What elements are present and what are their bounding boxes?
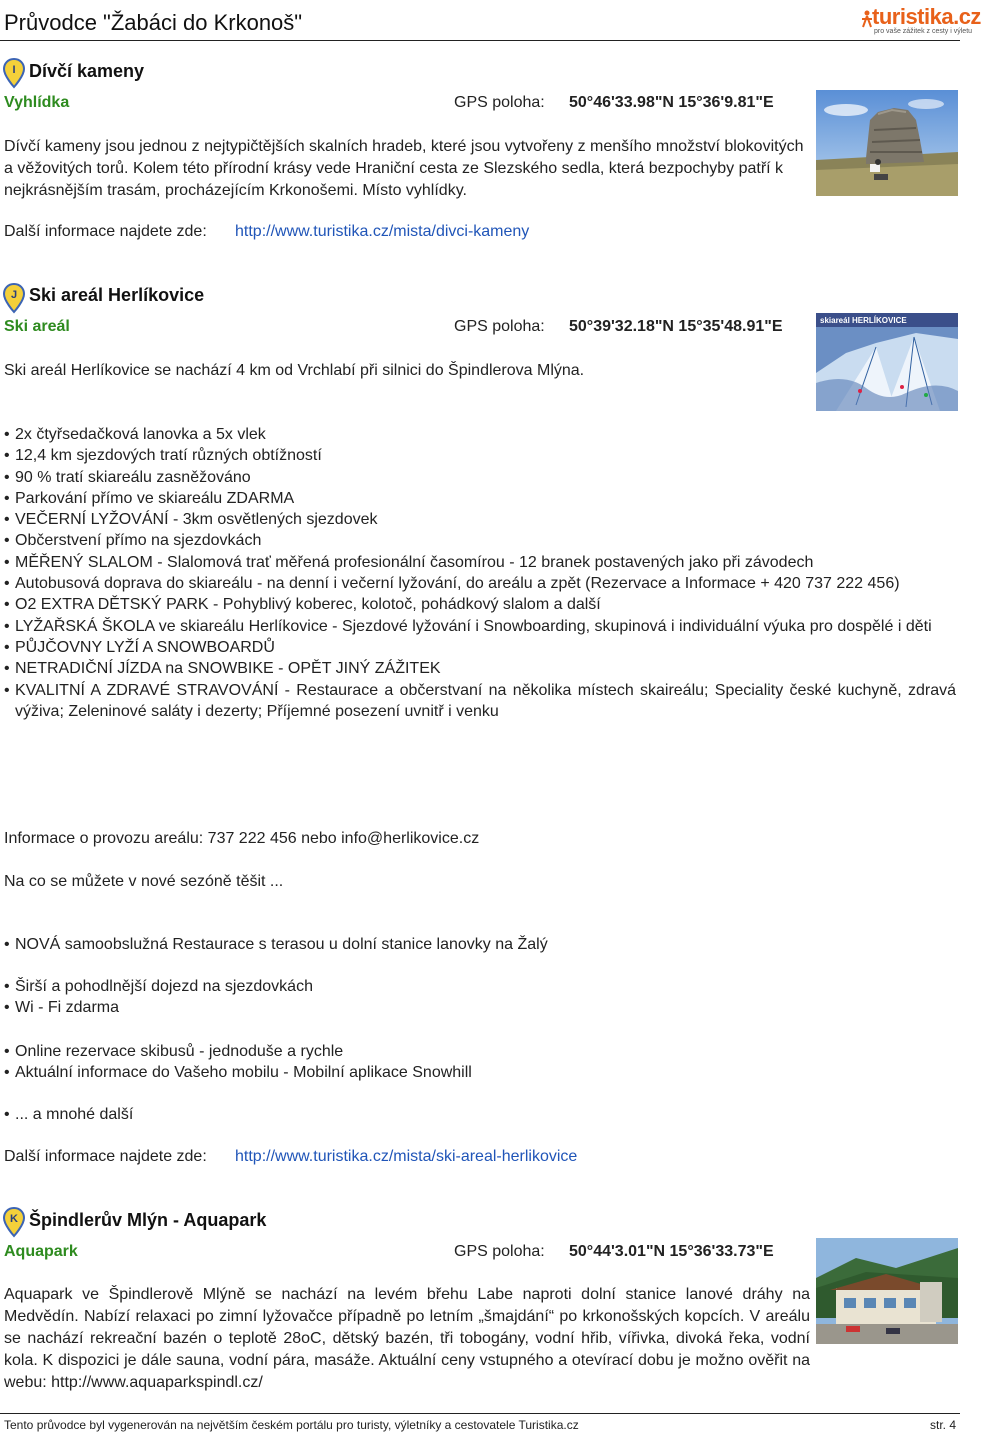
gps-label: GPS poloha: [454, 318, 545, 335]
more-info-link[interactable]: http://www.turistika.cz/mista/divci-kameny [235, 223, 530, 240]
list-item: • LYŽAŘSKÁ ŠKOLA ve skiareálu Herlíkovice - Sjezdové lyžování i Snowboarding, skupinová i individuální výuka pro dospělé i děti [4, 616, 956, 637]
news-list [4, 934, 956, 955]
map-pin-icon [3, 283, 25, 313]
looking-forward-heading: Na co se můžete v nové sezóně těšit ... [4, 873, 284, 890]
news-list [4, 1041, 956, 1084]
more-info-label: Další informace najdete zde: [4, 223, 207, 240]
place-category: Vyhlídka [4, 94, 70, 111]
list-item: • Aktuální informace do Vašeho mobilu - Mobilní aplikace Snowhill [4, 1062, 956, 1083]
list-item: • O2 EXTRA DĚTSKÝ PARK - Pohyblivý koberec, kolotoč, pohádkový slalom a další [4, 594, 956, 615]
footer-note: Tento průvodce byl vygenerován na největším českém portálu pro turisty, výletníky a cestovatele Turistika.cz [4, 1418, 579, 1432]
news-list [4, 1104, 956, 1125]
map-pin-icon [3, 58, 25, 88]
more-info-label: Další informace najdete zde: [4, 1148, 207, 1165]
gps-coordinates: 50°39'32.18"N 15°35'48.91"E [569, 318, 783, 335]
more-info-link[interactable]: http://www.turistika.cz/mista/ski-areal-herlikovice [235, 1148, 578, 1165]
aquapark-photo [816, 1238, 958, 1344]
list-item: • Autobusová doprava do skiareálu - na denní i večerní lyžování, do areálu a zpět (Rezervace a Informace + 420 737 222 456) [4, 573, 956, 594]
list-item: • KVALITNÍ A ZDRAVÉ STRAVOVÁNÍ - Restaurace a občerstvaní na několika místech skaireálu; Speciality české kuchyně, zdravá výživa; Zeleninové saláty i dezerty; Příjemné posezení uvnitř i venku [4, 680, 956, 723]
divci-kameny-photo [816, 90, 958, 196]
list-item: • NOVÁ samoobslužná Restaurace s terasou u dolní stanice lanovky na Žalý [4, 934, 956, 955]
logo-text: turistika.cz [872, 4, 981, 29]
list-item: • Širší a pohodlnější dojezd na sjezdovkách [4, 976, 956, 997]
pin-letter: J [10, 289, 18, 301]
place-category: Aquapark [4, 1243, 78, 1260]
list-item: • Občerstvení přímo na sjezdovkách [4, 530, 956, 551]
list-item: • NETRADIČNÍ JÍZDA na SNOWBIKE - OPĚT JINÝ ZÁŽITEK [4, 658, 956, 679]
list-item: • PŮJČOVNY LYŽÍ A SNOWBOARDŮ [4, 637, 956, 658]
list-item: • VEČERNÍ LYŽOVÁNÍ - 3km osvětlených sjezdovek [4, 509, 956, 530]
list-item: • Parkování přímo ve skiareálu ZDARMA [4, 488, 956, 509]
page-number: str. 4 [929, 1418, 956, 1432]
place-category: Ski areál [4, 318, 70, 335]
list-item: • Wi - Fi zdarma [4, 997, 956, 1018]
place-title: Špindlerův Mlýn - Aquapark [29, 1210, 267, 1230]
footer-divider [0, 1413, 960, 1414]
features-list [4, 424, 956, 722]
news-list [4, 976, 956, 1019]
gps-label: GPS poloha: [454, 1243, 545, 1260]
herlikovice-ski-map [816, 313, 958, 411]
list-item: • MĚŘENÝ SLALOM - Slalomová trať měřená profesionální časomírou - 12 branek postavených jako při závodech [4, 552, 956, 573]
pin-letter: I [12, 64, 16, 76]
place-title: Ski areál Herlíkovice [29, 285, 205, 305]
page-title: Průvodce "Žabáci do Krkonoš" [4, 10, 303, 35]
pin-letter: K [10, 1213, 18, 1225]
operation-info: Informace o provozu areálu: 737 222 456 nebo info@herlikovice.cz [4, 830, 480, 847]
list-item: • 12,4 km sjezdových tratí různých obtížností [4, 445, 956, 466]
place-description: Aquapark ve Špindlerově Mlýně se nachází na levém břehu Labe naproti dolní stanice lanové dráhy na Medvědín. Nabízí relaxaci po zimní lyžovačce případně po letním „šmajdání“ po krkonošských kopcích. V areálu se nachází rekreační bazén o teplotě 28oC, dětský bazén, tři tobogány, vodní hřib, vířivka, divoká řeka, vodní kola. K dispozici je dále sauna, vodní pára, masáže. Aktuální ceny vstupného a otevírací dobu je možno ověřit na webu: http://www.aquaparkspindl.cz/ [4, 1286, 810, 1391]
ski-map-caption: skiareál HERLÍKOVICE [820, 316, 907, 325]
turistika-logo[interactable] [858, 4, 981, 38]
map-pin-icon [3, 1207, 25, 1237]
logo-subtitle: pro vaše zážitek z cesty i výletu [874, 28, 973, 35]
gps-coordinates: 50°44'3.01"N 15°36'33.73"E [569, 1243, 774, 1260]
list-item: • 90 % tratí skiareálu zasněžováno [4, 467, 956, 488]
place-description: Ski areál Herlíkovice se nachází 4 km od Vrchlabí při silnici do Špindlerova Mlýna. [4, 362, 585, 379]
place-title: Dívčí kameny [29, 61, 145, 81]
gps-coordinates: 50°46'33.98"N 15°36'9.81"E [569, 94, 774, 111]
list-item: • ... a mnohé další [4, 1104, 956, 1125]
gps-label: GPS poloha: [454, 94, 545, 111]
list-item: • 2x čtyřsedačková lanovka a 5x vlek [4, 424, 956, 445]
header-divider [0, 40, 960, 41]
list-item: • Online rezervace skibusů - jednoduše a rychle [4, 1041, 956, 1062]
place-description: Dívčí kameny jsou jednou z nejtypičtějších skalních hradeb, které jsou vytvořeny z menšího množství blokovitých a věžovitých torů. Kolem této přírodní krásy vede Hraniční cesta ze Slezského sedla, která bezpochyby patří k nejkrásnějším trasám, procházejícím Krkonošemi. Místo vyhlídky. [4, 138, 804, 199]
